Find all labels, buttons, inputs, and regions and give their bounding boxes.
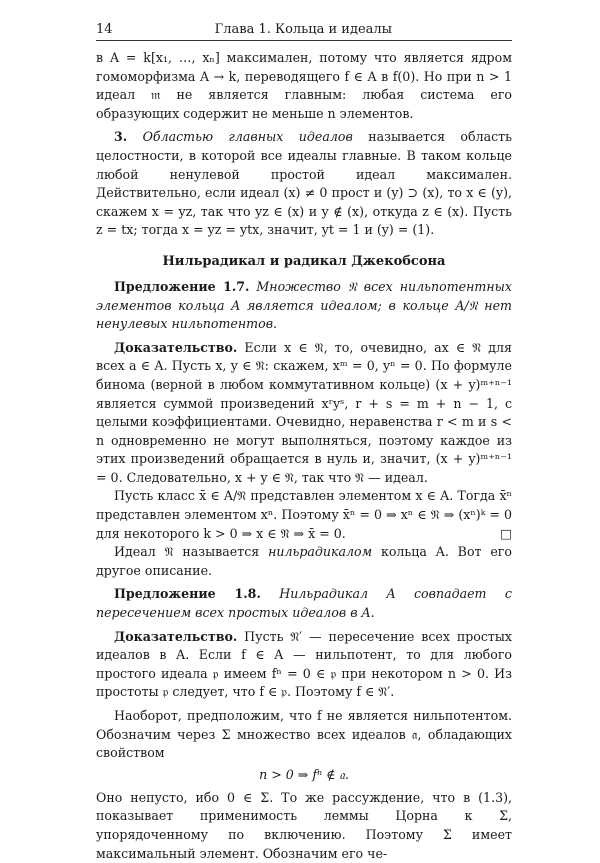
pid-text: называется область целостности, в которой все идеалы главные. В таком кольце любой ненулевой простой идеал максимален. Действительно, если идеал (x) ≠ 0 прост и (y) ⊃ (x), то x ∈ (y), скажем x = yz, так что yz ∈ (x) и y ∉ (x), откуда z ∈ (x). Пусть z = tx; тогда x = yz = ytx, значит, yt = 1 и (y) = (1). — [96, 129, 512, 238]
page-number: 14 — [96, 22, 113, 37]
paragraph-converse: Наоборот, предположим, что f не является нильпотентом. Обозначим через Σ множество всех идеалов 𝔞, обладающих свойством — [96, 708, 512, 761]
term-pid: Областью главных идеалов — [142, 129, 353, 145]
paragraph-nilradical — [96, 543, 512, 580]
proof1-label: Доказательство. — [114, 339, 238, 355]
chapter-title: Глава 1. Кольца и идеалы — [214, 22, 392, 37]
proposition-1-7 — [96, 278, 512, 334]
proof-1 — [96, 339, 512, 488]
paragraph-intro: в A = k[x₁, …, xₙ] максимален, потому что является ядром гомоморфизма A → k, переводящего f ∈ A в f(0). Но при n > 1 идеал 𝔪 не является главным: любая система его образующих содержит не меньше n элементов. — [96, 50, 512, 121]
proof2-text: Пусть 𝔑′ — пересечение всех простых идеалов в A. Если f ∈ A — нильпотент, то для любого простого идеала 𝔭 имеем fⁿ = 0 ∈ 𝔭 при некотором n > 0. Из простоты 𝔭 следует, что f ∈ 𝔭. Поэтому f ∈ 𝔑′. — [96, 628, 512, 700]
qed-mark: □ — [500, 525, 512, 541]
item-number: 3. — [114, 129, 128, 145]
proof1-text: Если x ∈ 𝔑, то, очевидно, ax ∈ 𝔑 для всех a ∈ A. Пусть x, y ∈ 𝔑: скажем, xᵐ = 0, yⁿ = 0. По формуле бинома (верной в любом коммутативном кольце) (x + y)ᵐ⁺ⁿ⁻¹ является суммой произведений xʳyˢ, r + s = m + n − 1, с целыми коэффициентами. Очевидно, неравенства r < m и s < n одновременно не могут выполняться, поэтому каждое из этих произведений обращается в нуль и, значит, (x + y)ᵐ⁺ⁿ⁻¹ = 0. Следовательно, x + y ∈ 𝔑, так что 𝔑 — идеал. — [96, 339, 512, 485]
proposition-1-8 — [96, 585, 512, 622]
proof2-label: Доказательство. — [114, 628, 238, 644]
prop17-text: Множество 𝔑 всех нильпотентных элементов кольца A является идеалом; в кольце A/𝔑 нет ненулевых нильпотентов. — [96, 278, 512, 332]
nil-text-a: Идеал 𝔑 называется — [114, 544, 269, 560]
nil-text-b: кольца A. Вот его другое описание. — [96, 544, 512, 578]
paragraph-pid — [96, 128, 512, 240]
section-title: Нильрадикал и радикал Джекобсона — [162, 253, 446, 269]
prop17-label: Предложение 1.7. — [114, 278, 250, 294]
prop18-text: Нильрадикал A совпадает с пересечением всех простых идеалов в A. — [96, 586, 512, 621]
paragraph-class — [96, 487, 512, 543]
proof-2 — [96, 628, 512, 702]
display-formula: n > 0 ⇒ fⁿ ∉ 𝔞. — [259, 766, 349, 782]
paragraph-last: Оно непусто, ибо 0 ∈ Σ. То же рассуждение, что в (1.3), показывает применимость леммы Цорна к Σ, упорядоченному по включению. Поэтому Σ имеет максимальный элемент. Обозначим его че- — [96, 789, 512, 861]
running-head — [96, 22, 512, 41]
term-nilradical: нильрадикалом — [268, 544, 373, 560]
prop18-label: Предложение 1.8. — [114, 586, 261, 602]
class-text: Пусть класс x̄ ∈ A/𝔑 представлен элементом x ∈ A. Тогда x̄ⁿ представлен элементом xⁿ. Поэтому x̄ⁿ = 0 ⇒ xⁿ ∈ 𝔑 ⇒ (xⁿ)ᵏ = 0 для некоторого k > 0 ⇒ x ∈ 𝔑 ⇒ x̄ = 0. — [96, 488, 512, 541]
